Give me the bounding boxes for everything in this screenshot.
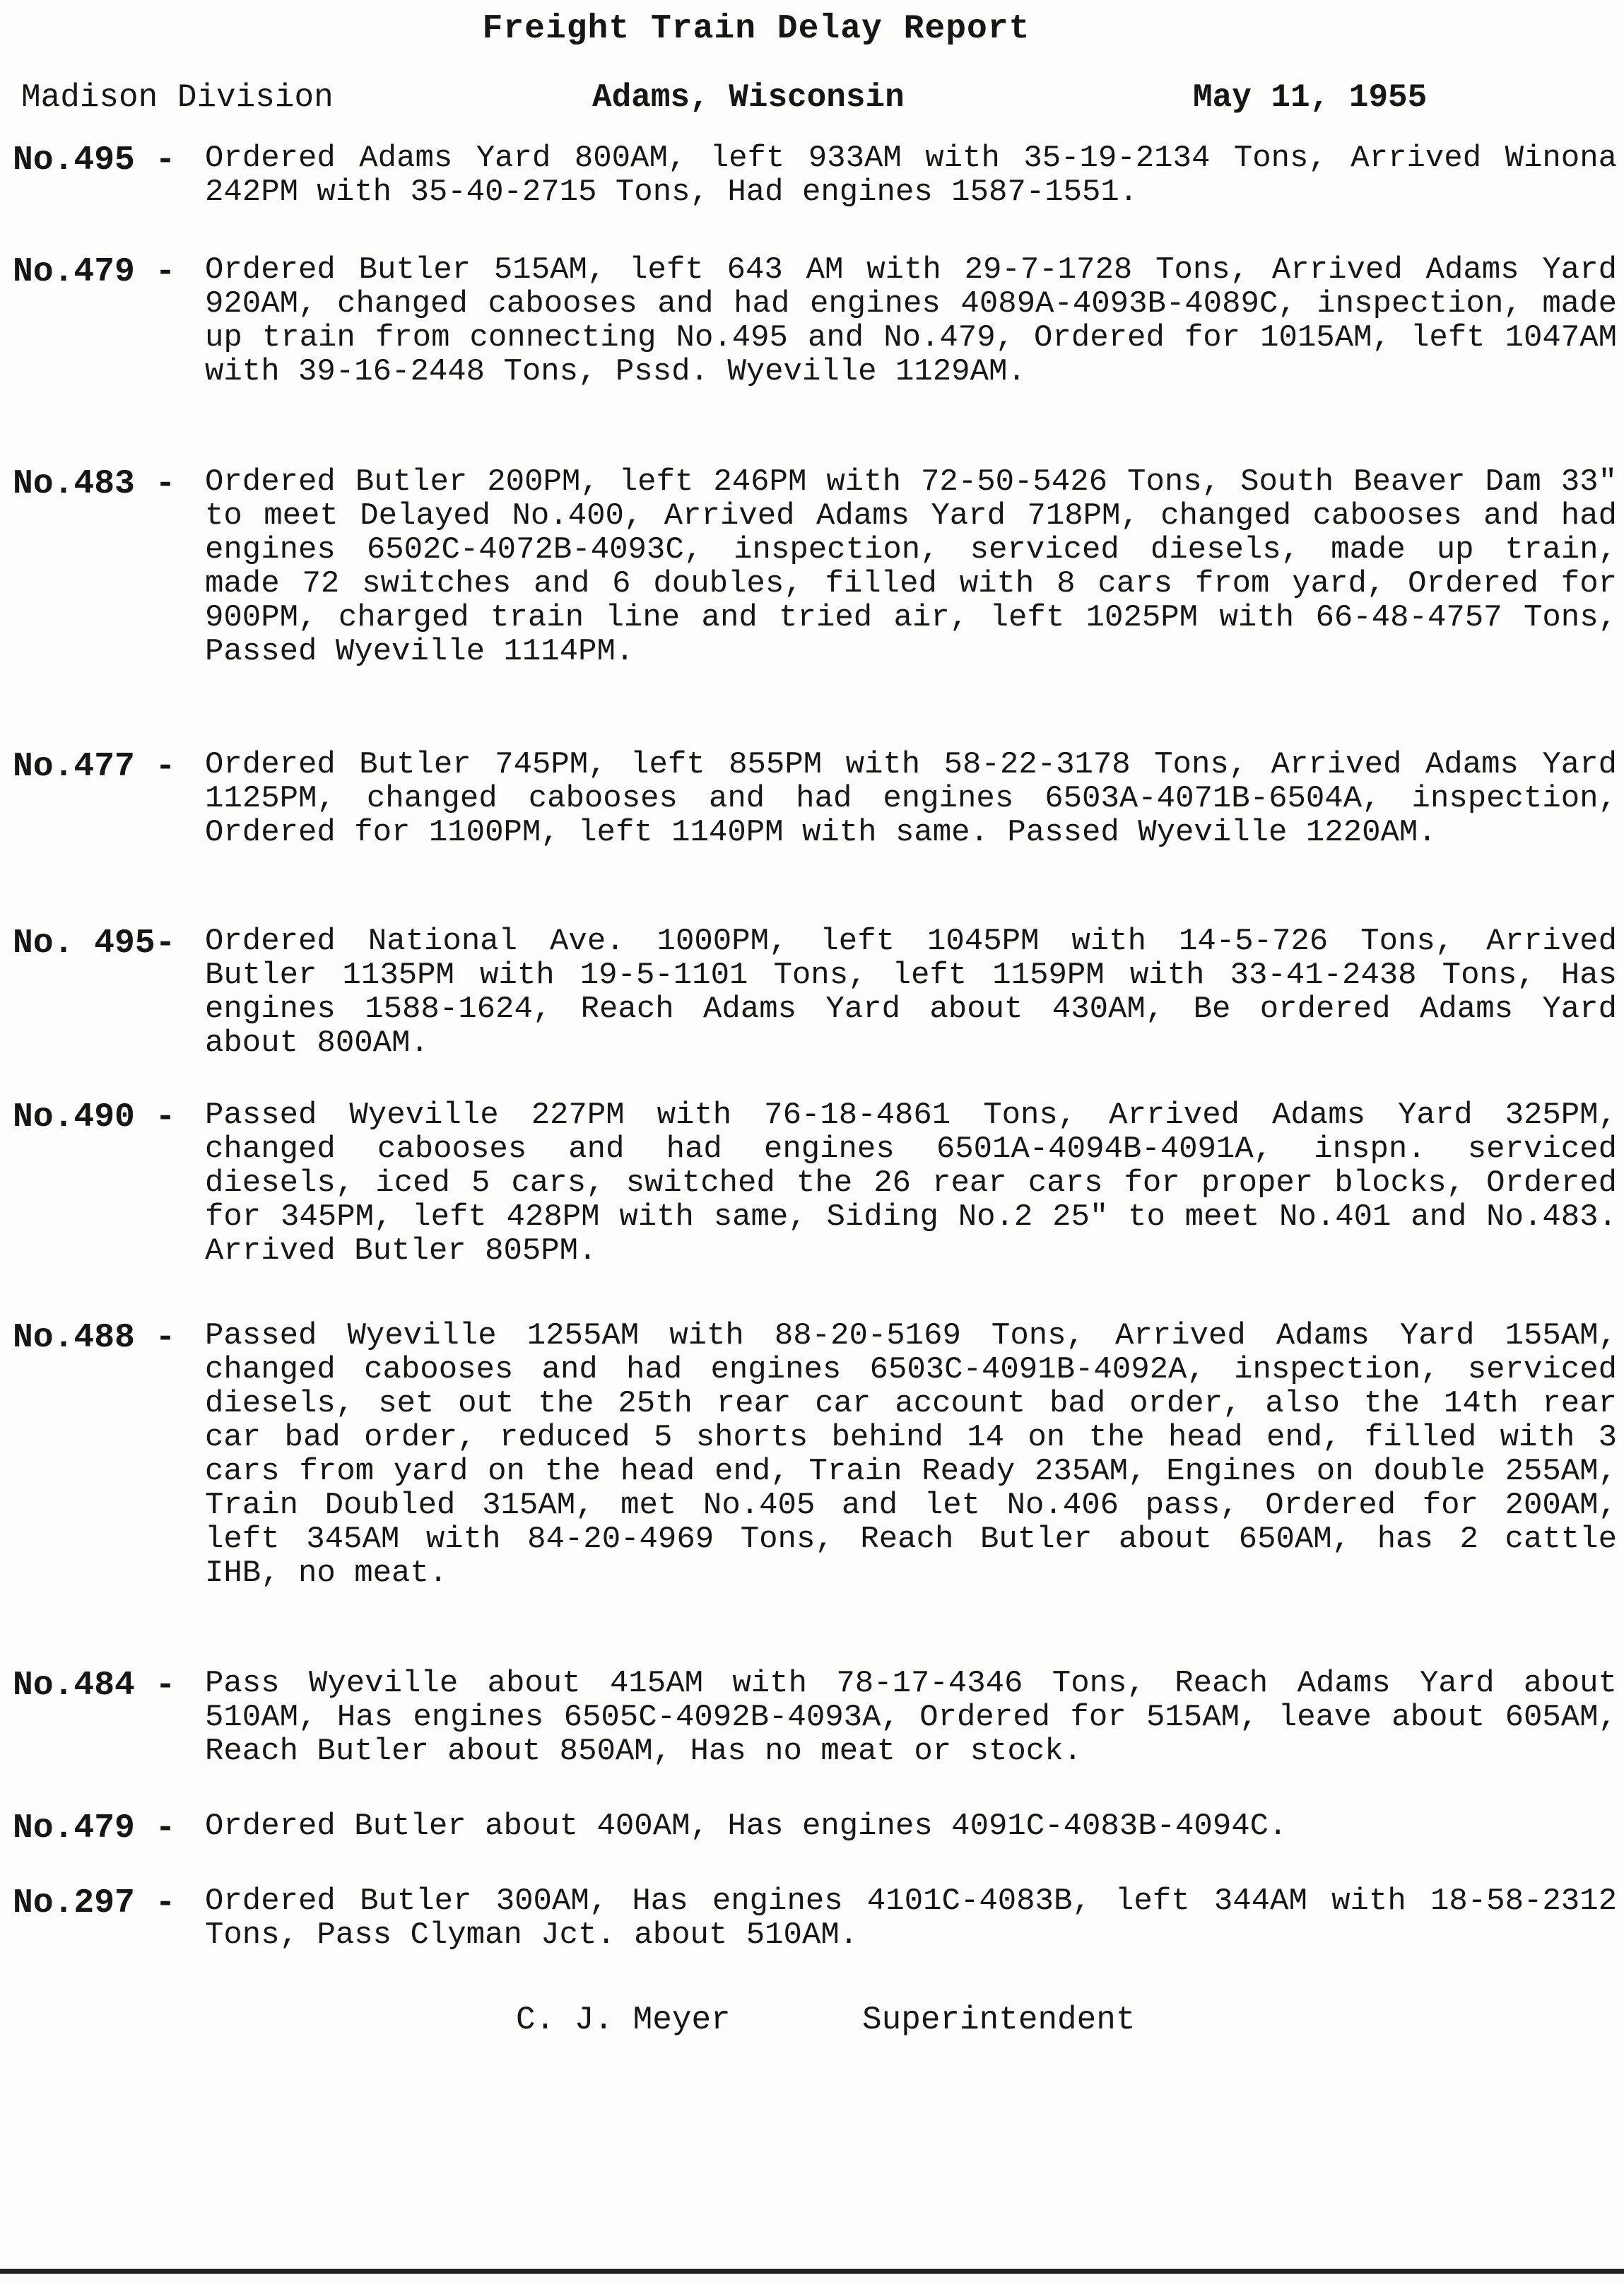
signature-name: C. J. Meyer (516, 2002, 731, 2038)
train-number: No.484 - (13, 1667, 176, 1705)
train-details: Ordered Butler about 400AM, Has engines 4091C-4083B-4094C. (205, 1809, 1288, 1844)
train-details: Ordered Adams Yard 800AM, left 933AM with 35-19-2134 Tons, Arrived Winona 242PM with 35-40-2715 Tons, Had engines 1587-1551. (205, 141, 1617, 210)
train-details: Ordered Butler 745PM, left 855PM with 58-22-3178 Tons, Arrived Adams Yard 1125PM, changed cabooses and had engines 6503A-4071B-6504A, inspection, Ordered for 1100PM, left 1140PM with same. Passed Wyeville 1220AM. (205, 747, 1617, 850)
train-details: Passed Wyeville 1255AM with 88-20-5169 Tons, Arrived Adams Yard 155AM, changed cabooses and had engines 6503C-4091B-4092A, inspection, serviced diesels, set out the 25th rear car account bad order, also the 14th rear car bad order, reduced 5 shorts behind 14 on the head end, filled with 3 cars from yard on the head end, Train Ready 235AM, Engines on double 255AM, Train Doubled 315AM, met No.405 and let No.406 pass, Ordered for 200AM, left 345AM with 84-20-4969 Tons, Reach Butler about 650AM, has 2 cattle IHB, no meat. (205, 1318, 1617, 1591)
division-name: Madison Division (21, 79, 334, 116)
train-number: No.479 - (13, 1809, 176, 1848)
train-number: No. 495- (13, 924, 176, 963)
train-number: No.488 - (13, 1319, 176, 1357)
train-details: Ordered Butler 300AM, Has engines 4101C-4083B, left 344AM with 18-58-2312 Tons, Pass Clyman Jct. about 510AM. (205, 1884, 1617, 1953)
train-details: Pass Wyeville about 415AM with 78-17-4346 Tons, Reach Adams Yard about 510AM, Has engines 6505C-4092B-4093A, Ordered for 515AM, leave about 605AM, Reach Butler about 850AM, Has no meat or stock. (205, 1666, 1617, 1769)
report-location: Adams, Wisconsin (592, 79, 905, 116)
train-details: Ordered Butler 515AM, left 643 AM with 29-7-1728 Tons, Arrived Adams Yard 920AM, changed cabooses and had engines 4089A-4093B-4089C, inspection, made up train from connecting No.495 and No.479, Ordered for 1015AM, left 1047AM with 39-16-2448 Tons, Pssd. Wyeville 1129AM. (205, 252, 1617, 389)
train-number: No.477 - (13, 748, 176, 786)
report-date: May 11, 1955 (1193, 79, 1428, 116)
train-number: No.490 - (13, 1098, 176, 1136)
signature-title: Superintendent (862, 2002, 1136, 2038)
train-details: Passed Wyeville 227PM with 76-18-4861 Tons, Arrived Adams Yard 325PM, changed cabooses and had engines 6501A-4094B-4091A, inspn. serviced diesels, iced 5 cars, switched the 26 rear cars for proper blocks, Ordered for 345PM, left 428PM with same, Siding No.2 25" to meet No.401 and No.483. Arrived Butler 805PM. (205, 1098, 1617, 1269)
train-details: Ordered Butler 200PM, left 246PM with 72-50-5426 Tons, South Beaver Dam 33" to meet Delayed No.400, Arrived Adams Yard 718PM, changed cabooses and had engines 6502C-4072B-4093C, inspection, serviced diesels, made up train, made 72 switches and 6 doubles, filled with 8 cars from yard, Ordered for 900PM, charged train line and tried air, left 1025PM with 66-48-4757 Tons, Passed Wyeville 1114PM. (205, 464, 1617, 669)
train-details: Ordered National Ave. 1000PM, left 1045PM with 14-5-726 Tons, Arrived Butler 1135PM with 19-5-1101 Tons, left 1159PM with 33-41-2438 Tons, Has engines 1588-1624, Reach Adams Yard about 430AM, Be ordered Adams Yard about 800AM. (205, 924, 1617, 1061)
page-bottom-edge (0, 2269, 1624, 2274)
train-number: No.297 - (13, 1884, 176, 1922)
report-title: Freight Train Delay Report (482, 10, 1030, 48)
train-number: No.483 - (13, 465, 176, 503)
train-number: No.495 - (13, 141, 176, 180)
train-number: No.479 - (13, 253, 176, 291)
